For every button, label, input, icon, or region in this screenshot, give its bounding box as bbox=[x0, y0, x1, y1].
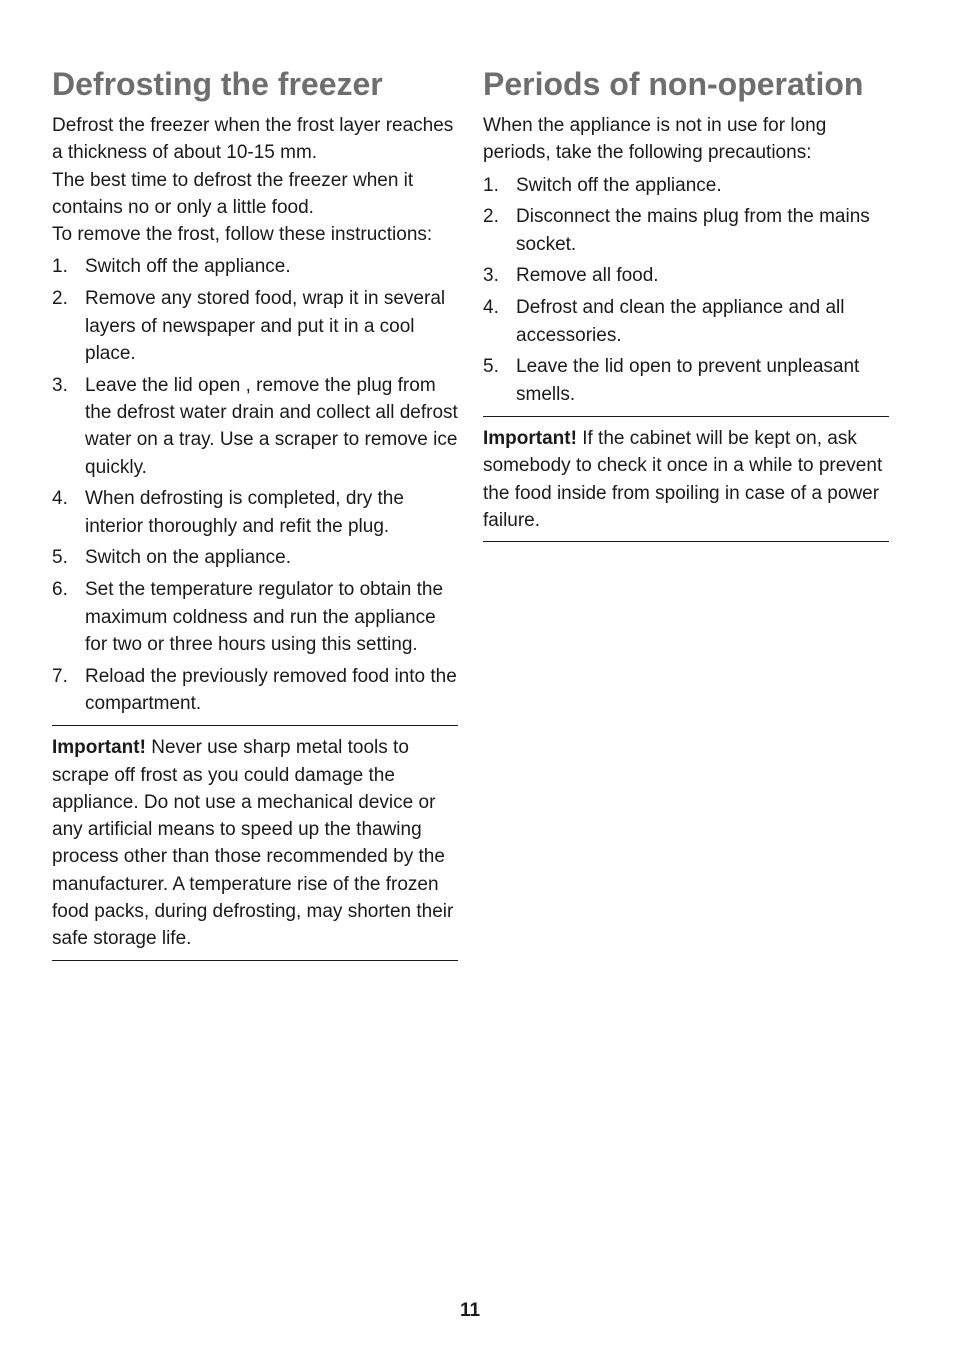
step-number: 1. bbox=[52, 256, 68, 278]
step-number: 4. bbox=[483, 297, 499, 319]
list-item bbox=[483, 294, 889, 349]
section-title-non-operation: Periods of non-operation bbox=[483, 66, 864, 102]
step-text: Switch off the appliance. bbox=[85, 256, 291, 278]
step-number: 3. bbox=[52, 374, 68, 396]
list-item bbox=[483, 172, 889, 199]
section-title-defrosting: Defrosting the freezer bbox=[52, 66, 383, 102]
step-number: 6. bbox=[52, 579, 68, 601]
step-number: 2. bbox=[52, 288, 68, 310]
notice-text: If the cabinet will be kept on, ask somebody to check it once in a while to prevent the food inside from spoiling in case of a power failure. bbox=[483, 427, 883, 531]
step-number: 2. bbox=[483, 206, 499, 228]
right-column bbox=[483, 62, 889, 542]
important-notice bbox=[483, 416, 889, 542]
intro-paragraph: The best time to defrost the freezer when it contains no or only a little food. bbox=[52, 169, 414, 218]
step-text: Set the temperature regulator to obtain the maximum coldness and run the appliance for two or three hours using this setting. bbox=[85, 579, 444, 655]
step-number: 7. bbox=[52, 665, 68, 687]
non-operation-steps-list bbox=[483, 172, 889, 408]
step-number: 1. bbox=[483, 174, 499, 196]
step-text: Remove any stored food, wrap it in several layers of newspaper and put it in a cool place. bbox=[85, 288, 446, 364]
step-text: Remove all food. bbox=[516, 265, 659, 287]
step-text: Switch off the appliance. bbox=[516, 174, 722, 196]
step-number: 5. bbox=[483, 356, 499, 378]
page-number: 11 bbox=[459, 1300, 481, 1321]
list-item bbox=[52, 663, 458, 718]
step-text: Switch on the appliance. bbox=[85, 547, 291, 569]
intro-paragraph: When the appliance is not in use for long periods, take the following precautions: bbox=[483, 115, 827, 164]
list-item bbox=[483, 262, 889, 289]
list-item bbox=[52, 544, 458, 571]
step-number: 3. bbox=[483, 265, 499, 287]
step-text: Defrost and clean the appliance and all accessories. bbox=[516, 297, 845, 346]
step-text: When defrosting is completed, dry the interior thoroughly and refit the plug. bbox=[85, 488, 404, 537]
step-text: Leave the lid open to prevent unpleasant smells. bbox=[516, 356, 860, 405]
defrost-steps-list bbox=[52, 253, 458, 717]
step-number: 4. bbox=[52, 488, 68, 510]
important-label: Important! bbox=[52, 737, 146, 759]
list-item bbox=[52, 485, 458, 540]
left-column bbox=[52, 62, 458, 961]
list-item bbox=[483, 353, 889, 408]
step-text: Leave the lid open , remove the plug from the defrost water drain and collect all defrost water on a tray. Use a scraper to remove ice quickly. bbox=[85, 374, 458, 478]
notice-text: Never use sharp metal tools to scrape off frost as you could damage the appliance. Do not use a mechanical device or any artificial means to speed up the thawing process other than those recommended by the manufacturer. A temperature rise of the frozen food packs, during defrosting, may shorten their safe storage life. bbox=[52, 737, 454, 950]
intro-paragraph: To remove the frost, follow these instructions: bbox=[52, 224, 433, 246]
important-notice bbox=[52, 725, 458, 960]
list-item bbox=[52, 285, 458, 367]
step-number: 5. bbox=[52, 547, 68, 569]
list-item bbox=[52, 372, 458, 481]
list-item bbox=[52, 253, 458, 280]
list-item bbox=[483, 203, 889, 258]
step-text: Disconnect the mains plug from the mains socket. bbox=[516, 206, 870, 255]
list-item bbox=[52, 576, 458, 658]
step-text: Reload the previously removed food into the compartment. bbox=[85, 665, 457, 714]
important-label: Important! bbox=[483, 427, 577, 449]
intro-paragraph: Defrost the freezer when the frost layer reaches a thickness of about 10-15 mm. bbox=[52, 115, 454, 164]
